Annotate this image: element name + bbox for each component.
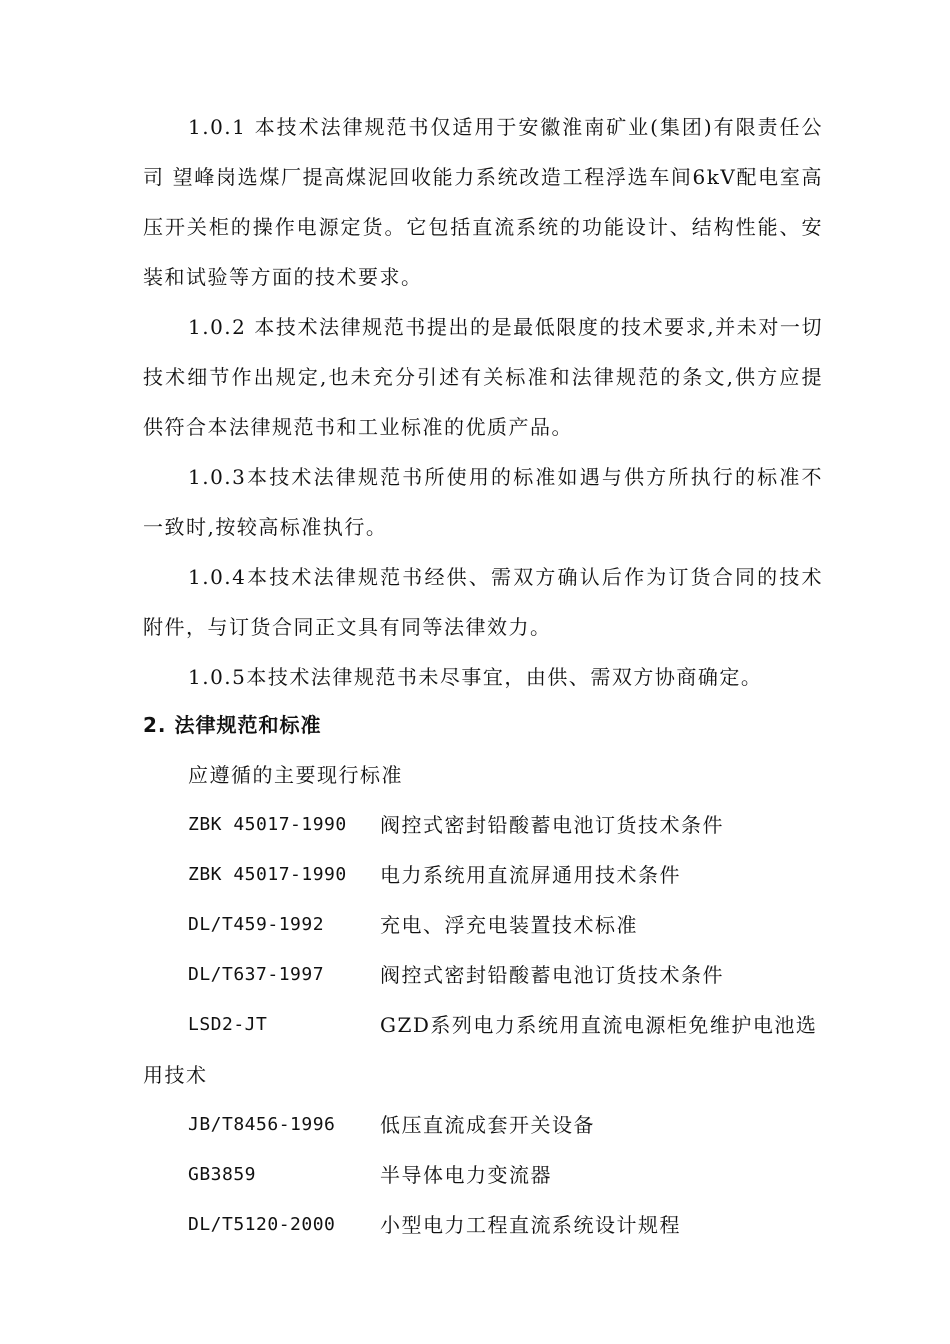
section-heading: 2. 法律规范和标准	[143, 713, 322, 737]
standard-title: 低压直流成套开关设备	[380, 1113, 595, 1137]
standard-title: 半导体电力变流器	[380, 1163, 552, 1187]
standard-code: DL/T459-1992	[188, 914, 325, 935]
standard-code: ZBK 45017-1990	[188, 814, 347, 835]
standard-title: 阀控式密封铅酸蓄电池订货技术条件	[380, 963, 724, 987]
standard-code: LSD2-JT	[188, 1014, 268, 1035]
standard-title: 充电、浮充电装置技术标准	[380, 913, 638, 937]
standard-code: ZBK 45017-1990	[188, 864, 347, 885]
clause-1-0-1: 1.0.1 本技术法律规范书仅适用于安徽淮南矿业(集团)有限责任公司 望峰岗选煤厂提高煤泥回收能力系统改造工程浮选车间6kV配电室高压开关柜的操作电源定货。它包括直流系统的功能设计、结构性能、安装和试验等方面的技术要求。	[143, 115, 823, 289]
standard-title: 电力系统用直流屏通用技术条件	[380, 863, 681, 887]
standard-title: 阀控式密封铅酸蓄电池订货技术条件	[380, 813, 724, 837]
standard-code: JB/T8456-1996	[188, 1114, 336, 1135]
standard-title: 小型电力工程直流系统设计规程	[380, 1213, 681, 1237]
clause-1-0-5: 1.0.5本技术法律规范书未尽事宜，由供、需双方协商确定。	[188, 665, 763, 689]
clause-1-0-2: 1.0.2 本技术法律规范书提出的是最低限度的技术要求,并未对一切技术细节作出规定,也未充分引述有关标准和法律规范的条文,供方应提供符合本法律规范书和工业标准的优质产品。	[143, 315, 823, 439]
clause-1-0-4: 1.0.4本技术法律规范书经供、需双方确认后作为订货合同的技术附件，与订货合同正文具有同等法律效力。	[143, 565, 823, 639]
standards-intro: 应遵循的主要现行标准	[188, 763, 403, 787]
standard-title: GZD系列电力系统用直流电源柜免维护电池选	[380, 1013, 818, 1037]
standard-code: DL/T5120-2000	[188, 1214, 336, 1235]
standard-code: GB3859	[188, 1164, 257, 1185]
standard-title-continuation: 用技术	[143, 1063, 208, 1087]
clause-1-0-3: 1.0.3本技术法律规范书所使用的标准如遇与供方所执行的标准不一致时,按较高标准执行。	[143, 465, 823, 539]
standard-code: DL/T637-1997	[188, 964, 325, 985]
